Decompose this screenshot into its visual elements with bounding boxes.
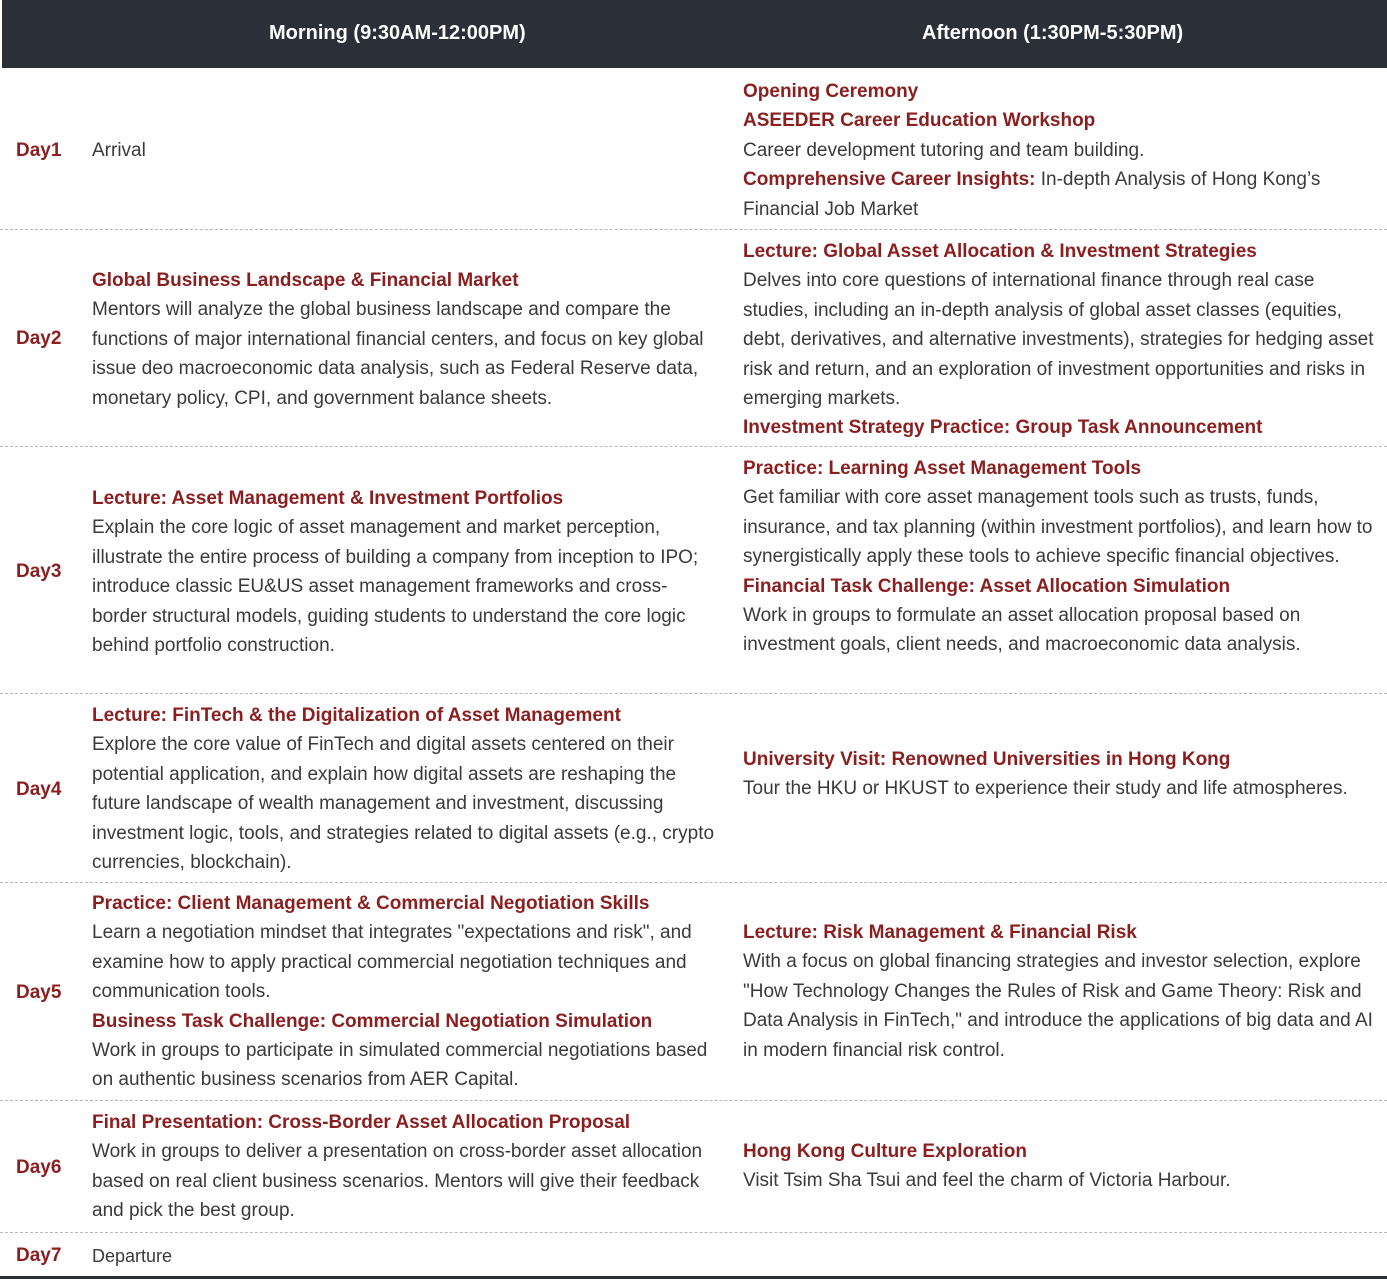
session-title: Financial Task Challenge: Asset Allocation Simulation [743,575,1231,597]
session-title: Lecture: FinTech & the Digitalization of Asset Management [92,705,621,726]
morning-text: Arrival [92,140,146,161]
day-label: Day4 [16,779,62,800]
session-description: Get familiar with core asset management tools such as trusts, funds, insurance, and tax planning (within investment portfolios), and learn how to synergistically apply these tools to achieve specific financial objectives. [743,487,1373,568]
session-title: University Visit: Renowned Universities in Hong Kong [743,749,1231,770]
session-title: Lecture: Global Asset Allocation & Investment Strategies [743,241,1257,262]
afternoon-cell [743,745,1383,804]
session-title: Lecture: Asset Management & Investment Portfolios [92,488,564,509]
session-title: Opening Ceremony [743,81,919,102]
session-title: Investment Strategy Practice: Group Task Announcement [743,417,1263,439]
session-description: Work in groups to formulate an asset allocation proposal based on investment goals, client needs, and macroeconomic data analysis. [743,605,1301,656]
afternoon-cell [743,237,1383,443]
afternoon-cell [743,77,1383,224]
session-description: Career development tutoring and team building. [743,139,1145,161]
afternoon-cell [743,1137,1383,1196]
session-description: Work in groups to deliver a presentation on cross-border asset allocation based on real client business scenarios. Mentors will give their feedback and pick the best group. [92,1141,703,1222]
morning-text: Departure [92,1246,173,1266]
day-label: Day5 [16,982,62,1003]
session-title: ASEEDER Career Education Workshop [743,110,1096,132]
row-separator [0,693,1387,694]
row-separator [0,1100,1387,1101]
row-separator [0,446,1387,447]
session-description: Learn a negotiation mindset that integrates "expectations and risk", and examine how to apply practical commercial negotiation techniques and communication tools. [92,922,692,1003]
session-description: Visit Tsim Sha Tsui and feel the charm of Victoria Harbour. [743,1170,1231,1192]
session-title: Final Presentation: Cross-Border Asset Allocation Proposal [92,1112,631,1133]
session-description: Work in groups to participate in simulated commercial negotiations based on authentic business scenarios from AER Capital. [92,1040,708,1091]
row-separator [0,1232,1387,1233]
session-title: Global Business Landscape & Financial Market [92,270,519,291]
morning-column-header: Morning (9:30AM-12:00PM) [269,22,526,44]
session-title: Hong Kong Culture Exploration [743,1141,1027,1162]
morning-cell [92,266,722,413]
day-label: Day7 [16,1245,62,1266]
schedule-header [2,0,1387,68]
session-description: Mentors will analyze the global business landscape and compare the functions of major international financial centers, and focus on key global issue deo macroeconomic data analysis, such as Federal Reserve data, monetary policy, CPI, and government balance sheets. [92,299,704,409]
afternoon-cell [743,918,1383,1065]
morning-cell [92,484,722,660]
morning-cell [92,889,722,1095]
afternoon-cell [743,454,1383,660]
session-inline-title: Comprehensive Career Insights: [743,169,1036,191]
session-description: With a focus on global financing strategies and investor selection, explore "How Technology Changes the Rules of Risk and Game Theory: Risk and Data Analysis in FinTech," and introduce the applications of big data and AI in modern financial risk control. [743,951,1373,1061]
day-label: Day3 [16,561,62,582]
session-description: Delves into core questions of international finance through real case studies, including an in-depth analysis of global asset classes (equities, debt, derivatives, and alternative investments), strategies for hedging asset risk and return, and an exploration of investment opportunities and risks in emerging markets. [743,270,1374,410]
session-description: Explore the core value of FinTech and digital assets centered on their potential application, and explain how digital assets are reshaping the future landscape of wealth management and investment, discussing investment logic, tools, and strategies related to digital assets (e.g., crypto currencies, blockchain). [92,734,715,874]
row-separator [0,882,1387,883]
session-description: Tour the HKU or HKUST to experience their study and life atmospheres. [743,778,1348,800]
session-inline-text: In-depth Analysis of Hong Kong’s Financial Job Market [743,169,1321,220]
session-title: Practice: Client Management & Commercial Negotiation Skills [92,893,650,914]
afternoon-column-header: Afternoon (1:30PM-5:30PM) [922,22,1184,44]
day-label: Day2 [16,328,62,349]
row-separator [0,229,1387,230]
morning-cell [92,1108,722,1226]
session-title: Business Task Challenge: Commercial Negotiation Simulation [92,1010,653,1032]
day-label: Day6 [16,1157,62,1178]
morning-cell [92,701,722,877]
session-title: Practice: Learning Asset Management Tools [743,458,1142,479]
session-description: Explain the core logic of asset management and market perception, illustrate the entire process of building a company from inception to IPO; introduce classic EU&US asset management frameworks and cross-border structural models, guiding students to understand the core logic behind portfolio construction. [92,517,699,657]
session-title: Lecture: Risk Management & Financial Risk [743,922,1137,943]
session-inline [743,165,1383,224]
day-label: Day1 [16,140,62,161]
